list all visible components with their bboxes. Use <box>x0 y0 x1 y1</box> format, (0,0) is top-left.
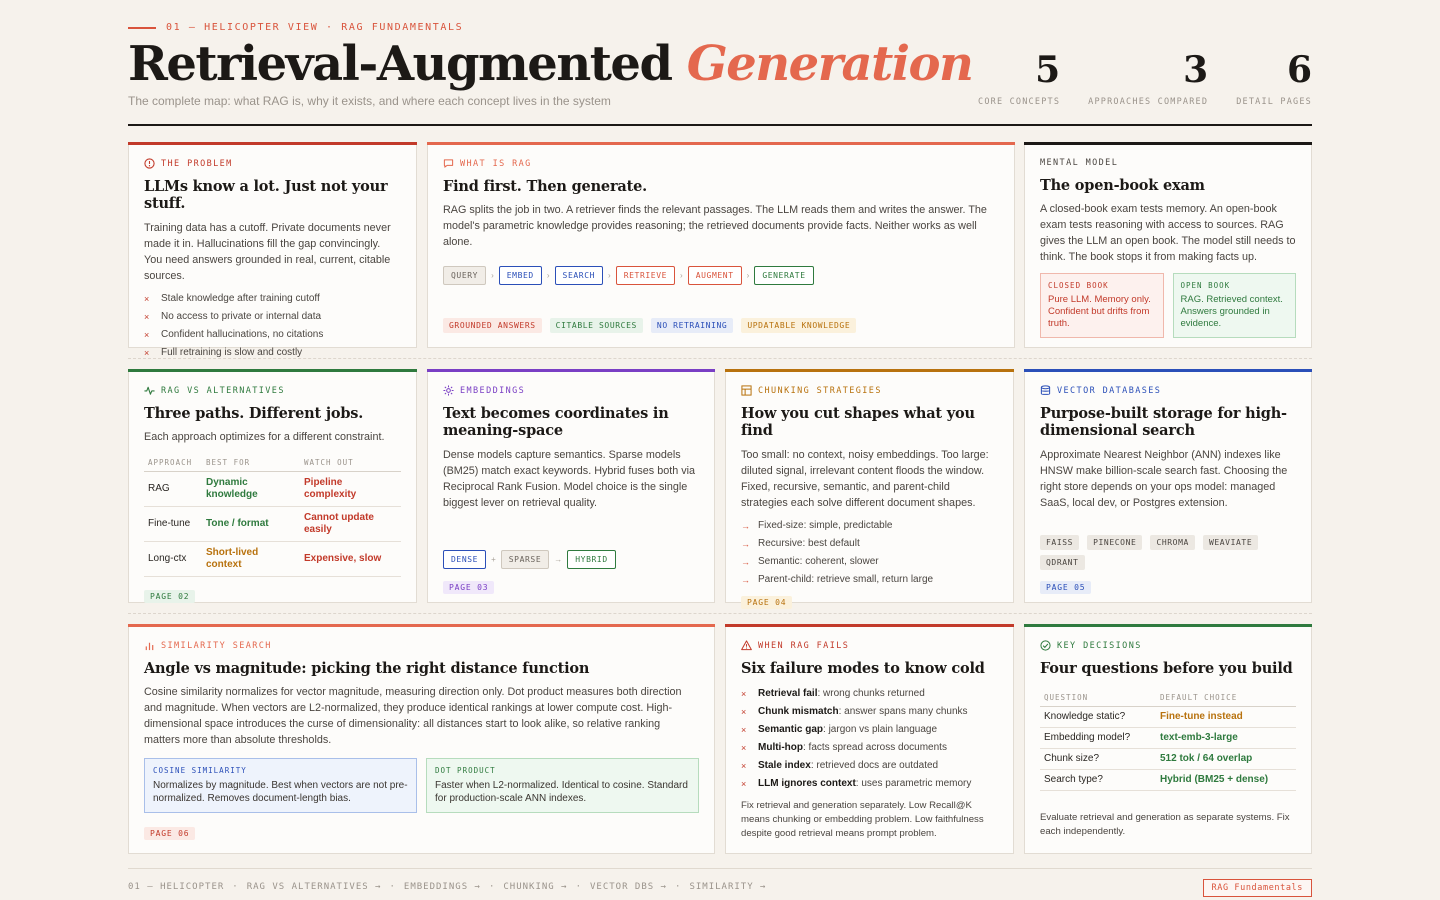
footer-link-vector-dbs[interactable]: VECTOR DBS → <box>589 882 668 892</box>
tag: FAISS <box>1040 535 1079 550</box>
card-title: Angle vs magnitude: picking the right distance function <box>144 660 590 677</box>
footer-nav <box>128 882 766 892</box>
footer-link-alternatives[interactable]: RAG VS ALTERNATIVES → <box>246 882 382 892</box>
card-accent-bar <box>725 369 1014 372</box>
chevron-right-icon: › <box>680 271 683 281</box>
tag: UPDATABLE KNOWLEDGE <box>741 318 856 333</box>
stat-number: 6 <box>1286 49 1312 91</box>
failure-desc: : wrong chunks returned <box>817 688 925 700</box>
card-similarity-search <box>128 624 715 854</box>
failure-name: Semantic gap <box>758 724 824 736</box>
section-badge: RAG Fundamentals <box>1203 879 1312 897</box>
card-kicker <box>443 385 699 396</box>
x-icon: × <box>741 689 747 700</box>
kicker-text: THE PROBLEM <box>161 158 233 169</box>
kicker-text: RAG VS ALTERNATIVES <box>161 385 285 396</box>
flow-step-query: QUERY <box>443 266 486 285</box>
kicker-text: WHAT IS RAG <box>460 158 532 169</box>
cell-question: Search type? <box>1040 770 1156 791</box>
pulse-icon <box>144 385 155 396</box>
benefit-tags <box>443 318 856 333</box>
list-item-text: Parent-child: retrieve small, return large <box>758 573 934 585</box>
chip-dense: DENSE <box>443 550 486 569</box>
open-book-box <box>1173 273 1297 338</box>
cell-approach: RAG <box>144 472 202 507</box>
eyebrow-text: 01 — HELICOPTER VIEW · RAG FUNDAMENTALS <box>166 22 464 33</box>
cell-question: Embedding model? <box>1040 728 1156 749</box>
card-kicker <box>144 385 401 396</box>
x-icon: × <box>144 329 150 340</box>
row-divider <box>128 613 1312 614</box>
list-item-text: No access to private or internal data <box>161 310 322 322</box>
x-icon: × <box>741 707 747 718</box>
chevron-right-icon: › <box>491 271 494 281</box>
tag: CITABLE SOURCES <box>550 318 643 333</box>
kicker-text: CHUNKING STRATEGIES <box>758 385 882 396</box>
cell-watch-out: Pipeline complexity <box>300 472 401 507</box>
column-header: QUESTION <box>1040 689 1156 707</box>
list-item-text: Confident hallucinations, no citations <box>161 328 324 340</box>
x-icon: × <box>741 779 747 790</box>
list-item-text: Semantic: coherent, slower <box>758 555 879 567</box>
cell-approach: Fine-tune <box>144 507 202 542</box>
card-kicker <box>144 158 401 169</box>
chevron-right-icon: › <box>608 271 611 281</box>
card-accent-bar <box>427 142 1015 145</box>
list-item-text: Full retraining is slow and costly <box>161 346 303 358</box>
tag: PINECONE <box>1087 535 1142 550</box>
card-accent-bar <box>1024 369 1312 372</box>
cell-best-for: Short-lived context <box>202 542 300 577</box>
card-title: Six failure modes to know cold <box>741 660 985 677</box>
card-vector-databases <box>1024 369 1312 603</box>
box-text: Faster when L2-normalized. Identical to cosine. Standard for production-scale ANN indexes. <box>435 780 688 805</box>
cell-default: 512 tok / 64 overlap <box>1156 749 1296 770</box>
kicker-text: SIMILARITY SEARCH <box>161 640 272 651</box>
row-divider <box>128 358 1312 359</box>
tag: WEAVIATE <box>1203 535 1258 550</box>
card-chunking <box>725 369 1014 607</box>
rag-pipeline-flow <box>443 266 999 285</box>
eyebrow <box>128 22 463 33</box>
card-note: Evaluate retrieval and generation as separate systems. Fix each independently. <box>1040 812 1290 837</box>
exam-compare <box>1040 273 1296 338</box>
tag: GROUNDED ANSWERS <box>443 318 542 333</box>
footer-current: 01 — HELICOPTER <box>128 882 225 892</box>
title-accent: Generation <box>686 36 973 92</box>
failure-desc: : facts spread across documents <box>802 742 947 754</box>
database-icon <box>1040 385 1051 396</box>
card-title: LLMs know a lot. Just not your stuff. <box>144 178 388 213</box>
list-item <box>741 775 998 793</box>
box-label: COSINE SIMILARITY <box>153 766 247 776</box>
list-item <box>741 721 998 739</box>
card-kicker <box>1040 158 1296 168</box>
card-kicker <box>443 158 999 169</box>
card-title: Four questions before you build <box>1040 660 1293 677</box>
warning-triangle-icon <box>741 640 752 651</box>
card-body: Training data has a cutoff. Private documents never made it in. Hallucinations fill the gap convincingly. You need answers grounded in real, current, citable sources. <box>144 221 391 282</box>
card-body: Too small: no context, noisy embeddings. Too large: diluted signal, irrelevant content floods the window. Fixed, recursive, semantic, and parent-child strategies each solve different document shapes. <box>741 448 989 509</box>
list-item <box>741 553 998 571</box>
page-subtitle: The complete map: what RAG is, why it exists, and where each concept lives in the system <box>128 94 611 108</box>
card-kicker <box>741 385 998 396</box>
vector-db-tags <box>1040 535 1298 570</box>
page-link-04[interactable]: PAGE 04 <box>741 596 792 609</box>
list-item <box>144 308 401 326</box>
table-row <box>1040 770 1296 791</box>
card-kicker <box>144 640 699 651</box>
card-body: Cosine similarity normalizes for vector magnitude, measuring direction only. Dot product measures both direction and magnitude. When vectors are L2-normalized, they produce identical rankings at lower compute cost. High-dimensional space introduces the curse of dimensionality: all distances start to look alike, so relative ranking matters more than absolute thresholds. <box>144 686 682 747</box>
card-kicker <box>1040 385 1296 396</box>
embedding-types <box>443 550 616 569</box>
kicker-text: KEY DECISIONS <box>1057 640 1142 651</box>
card-accent-bar <box>1024 624 1312 627</box>
chunking-list <box>741 517 998 589</box>
cell-default: text-emb-3-large <box>1156 728 1296 749</box>
footer-sep: · <box>389 882 396 892</box>
failure-desc: : jargon vs plain language <box>823 724 938 736</box>
failure-list <box>741 685 998 793</box>
x-icon: × <box>741 761 747 772</box>
card-title: Text becomes coordinates in meaning-space <box>443 405 669 440</box>
tag: NO RETRAINING <box>651 318 733 333</box>
sparkle-icon <box>443 385 454 396</box>
card-body: Each approach optimizes for a different constraint. <box>144 431 385 444</box>
list-item <box>741 757 998 775</box>
card-embeddings <box>427 369 715 603</box>
footer-link-embeddings[interactable]: EMBEDDINGS → <box>403 882 481 892</box>
stat-detail-pages <box>1236 49 1312 107</box>
chevron-right-icon: › <box>546 271 550 281</box>
table-row <box>1040 728 1296 749</box>
kicker-text: MENTAL MODEL <box>1040 158 1119 168</box>
failure-desc: : retrieved docs are outdated <box>810 760 939 772</box>
card-accent-bar <box>128 142 417 145</box>
card-accent-bar <box>128 369 417 372</box>
arrow-right-icon: → <box>741 574 750 585</box>
card-title: Purpose-built storage for high-dimensional search <box>1040 405 1287 440</box>
page-link-05[interactable]: PAGE 05 <box>1040 581 1091 594</box>
box-label: OPEN BOOK <box>1180 281 1231 291</box>
table-header-row <box>1040 689 1296 707</box>
box-text: Normalizes by magnitude. Best when vectors are not pre-normalized. Removes document-length bias. <box>153 780 408 805</box>
card-kicker <box>741 640 998 651</box>
chip-sparse: SPARSE <box>501 550 550 569</box>
card-key-decisions <box>1024 624 1312 854</box>
problem-list <box>144 290 401 362</box>
table-header-row <box>144 454 401 472</box>
stat-number: 3 <box>1183 49 1209 91</box>
table-row <box>144 472 401 507</box>
cell-question: Chunk size? <box>1040 749 1156 770</box>
stat-label: DETAIL PAGES <box>1236 97 1312 107</box>
box-text: RAG. Retrieved context. Answers grounded in evidence. <box>1180 294 1283 330</box>
arrow-right-icon: → <box>741 556 750 567</box>
box-label: CLOSED BOOK <box>1048 281 1109 291</box>
header-rule <box>128 124 1312 126</box>
failure-name: Retrieval fail <box>758 688 818 700</box>
footer-link-chunking[interactable]: CHUNKING → <box>503 882 568 892</box>
chip-hybrid: HYBRID <box>567 550 616 569</box>
closed-book-box <box>1040 273 1164 338</box>
stat-label: CORE CONCEPTS <box>978 97 1061 107</box>
tag: CHROMA <box>1150 535 1195 550</box>
arrow-right-icon: → <box>741 520 750 531</box>
plus-icon: + <box>491 555 496 564</box>
card-accent-bar <box>725 624 1014 627</box>
stat-core-concepts <box>978 49 1061 107</box>
card-the-problem <box>128 142 417 358</box>
table-row <box>144 542 401 577</box>
stat-approaches <box>1088 49 1209 107</box>
flow-step-generate: GENERATE <box>754 266 813 285</box>
x-icon: × <box>741 725 747 736</box>
list-item <box>144 344 401 362</box>
footer-sep: · <box>575 882 582 892</box>
footer-sep: · <box>675 882 682 892</box>
column-header: WATCH OUT <box>300 454 401 472</box>
list-item-text: Recursive: best default <box>758 537 860 549</box>
list-item-text: Stale knowledge after training cutoff <box>161 292 320 304</box>
list-item <box>144 326 401 344</box>
card-accent-bar <box>128 624 715 627</box>
kicker-text: VECTOR DATABASES <box>1057 385 1162 396</box>
flow-step-augment: AUGMENT <box>688 266 742 285</box>
cell-default: Hybrid (BM25 + dense) <box>1156 770 1296 791</box>
list-item <box>741 535 998 553</box>
flow-step-retrieve: RETRIEVE <box>616 266 675 285</box>
stat-label: APPROACHES COMPARED <box>1088 97 1209 107</box>
card-title: The open-book exam <box>1040 177 1205 194</box>
cosine-box <box>144 758 417 813</box>
page-link-06[interactable]: PAGE 06 <box>144 827 195 840</box>
footer-sep: · <box>232 882 239 892</box>
column-header: BEST FOR <box>202 454 300 472</box>
failure-name: Stale index <box>758 760 811 772</box>
tag: QDRANT <box>1040 555 1085 570</box>
card-body: Approximate Nearest Neighbor (ANN) indexes like HNSW make billion-scale search fast. Choosing the right store depends on your ops model: managed SaaS, local dev, or Postgres extension. <box>1040 448 1288 509</box>
kicker-text: WHEN RAG FAILS <box>758 640 850 651</box>
cell-question: Knowledge static? <box>1040 707 1156 728</box>
box-label: DOT PRODUCT <box>435 766 496 776</box>
alternatives-table <box>144 454 401 577</box>
arrow-right-icon: → <box>741 538 750 549</box>
page-link-02[interactable]: PAGE 02 <box>144 590 195 603</box>
list-item <box>741 703 998 721</box>
page-link-03[interactable]: PAGE 03 <box>443 581 494 594</box>
flow-step-search: SEARCH <box>555 266 604 285</box>
failure-desc: : uses parametric memory <box>855 778 972 790</box>
card-what-is-rag <box>427 142 1015 348</box>
column-header: DEFAULT CHOICE <box>1156 689 1296 707</box>
card-body: RAG splits the job in two. A retriever finds the relevant passages. The LLM reads them and writes the answer. The model's parametric knowledge provides reasoning; the retrieved documents provide facts. Neither works as well alone. <box>443 204 987 249</box>
card-mental-model <box>1024 142 1312 348</box>
dot-product-box <box>426 758 699 813</box>
check-circle-icon <box>1040 640 1051 651</box>
failure-name: Multi-hop <box>758 742 803 754</box>
list-item <box>144 290 401 308</box>
failure-desc: : answer spans many chunks <box>838 706 968 718</box>
card-body: Dense models capture semantics. Sparse models (BM25) match exact keywords. Hybrid fuses both via Reciprocal Rank Fusion. Model choice is the single biggest lever on retrieval quality. <box>443 448 696 509</box>
list-item <box>741 739 998 757</box>
card-when-rag-fails <box>725 624 1014 854</box>
list-item <box>741 685 998 703</box>
stat-number: 5 <box>1035 49 1061 91</box>
cell-watch-out: Cannot update easily <box>300 507 401 542</box>
distance-compare <box>144 758 699 813</box>
card-body: A closed-book exam tests memory. An open-book exam tests reasoning with access to sources. RAG gives the LLM an open book. The model still needs to think. The book stops it from making facts up. <box>1040 203 1296 264</box>
column-header: APPROACH <box>144 454 202 472</box>
page-title <box>128 36 972 92</box>
box-text: Pure LLM. Memory only. Confident but drifts from truth. <box>1048 294 1151 330</box>
card-note: Fix retrieval and generation separately. Low Recall@K means chunking or embedding problem. Low faithfulness despite good retrieval means prompt problem. <box>741 800 984 840</box>
cell-approach: Long-ctx <box>144 542 202 577</box>
chevron-right-icon: › <box>746 271 750 281</box>
cell-watch-out: Expensive, slow <box>300 542 401 577</box>
bar-chart-icon <box>144 640 155 651</box>
arrow-right-icon: → <box>554 555 563 564</box>
card-accent-bar <box>1024 142 1312 145</box>
footer-rule <box>128 868 1312 869</box>
x-icon: × <box>741 743 747 754</box>
alert-circle-icon <box>144 158 155 169</box>
card-title: Three paths. Different jobs. <box>144 405 364 422</box>
x-icon: × <box>144 311 150 322</box>
footer-link-similarity[interactable]: SIMILARITY → <box>689 882 767 892</box>
list-item <box>741 517 998 535</box>
card-title: How you cut shapes what you find <box>741 405 975 440</box>
chat-bubble-icon <box>443 158 454 169</box>
x-icon: × <box>144 347 150 358</box>
cell-default: Fine-tune instead <box>1156 707 1296 728</box>
card-rag-vs-alternatives <box>128 369 417 603</box>
table-row <box>1040 749 1296 770</box>
footer-sep: · <box>488 882 496 892</box>
decisions-table <box>1040 689 1296 791</box>
table-row <box>1040 707 1296 728</box>
grid-box-icon <box>741 385 752 396</box>
title-main: Retrieval-Augmented <box>128 36 687 92</box>
card-accent-bar <box>427 369 715 372</box>
cell-best-for: Tone / format <box>202 507 300 542</box>
table-row <box>144 507 401 542</box>
x-icon: × <box>144 293 150 304</box>
eyebrow-rule <box>128 27 156 29</box>
list-item <box>741 571 998 589</box>
card-kicker <box>1040 640 1296 651</box>
card-title: Find first. Then generate. <box>443 178 647 195</box>
failure-name: Chunk mismatch <box>758 706 839 718</box>
list-item-text: Fixed-size: simple, predictable <box>758 519 893 531</box>
flow-step-embed: EMBED <box>499 266 542 285</box>
stats <box>978 49 1312 107</box>
cell-best-for: Dynamic knowledge <box>202 472 300 507</box>
failure-name: LLM ignores context <box>758 778 856 790</box>
page-header <box>128 22 1312 126</box>
kicker-text: EMBEDDINGS <box>460 385 526 396</box>
